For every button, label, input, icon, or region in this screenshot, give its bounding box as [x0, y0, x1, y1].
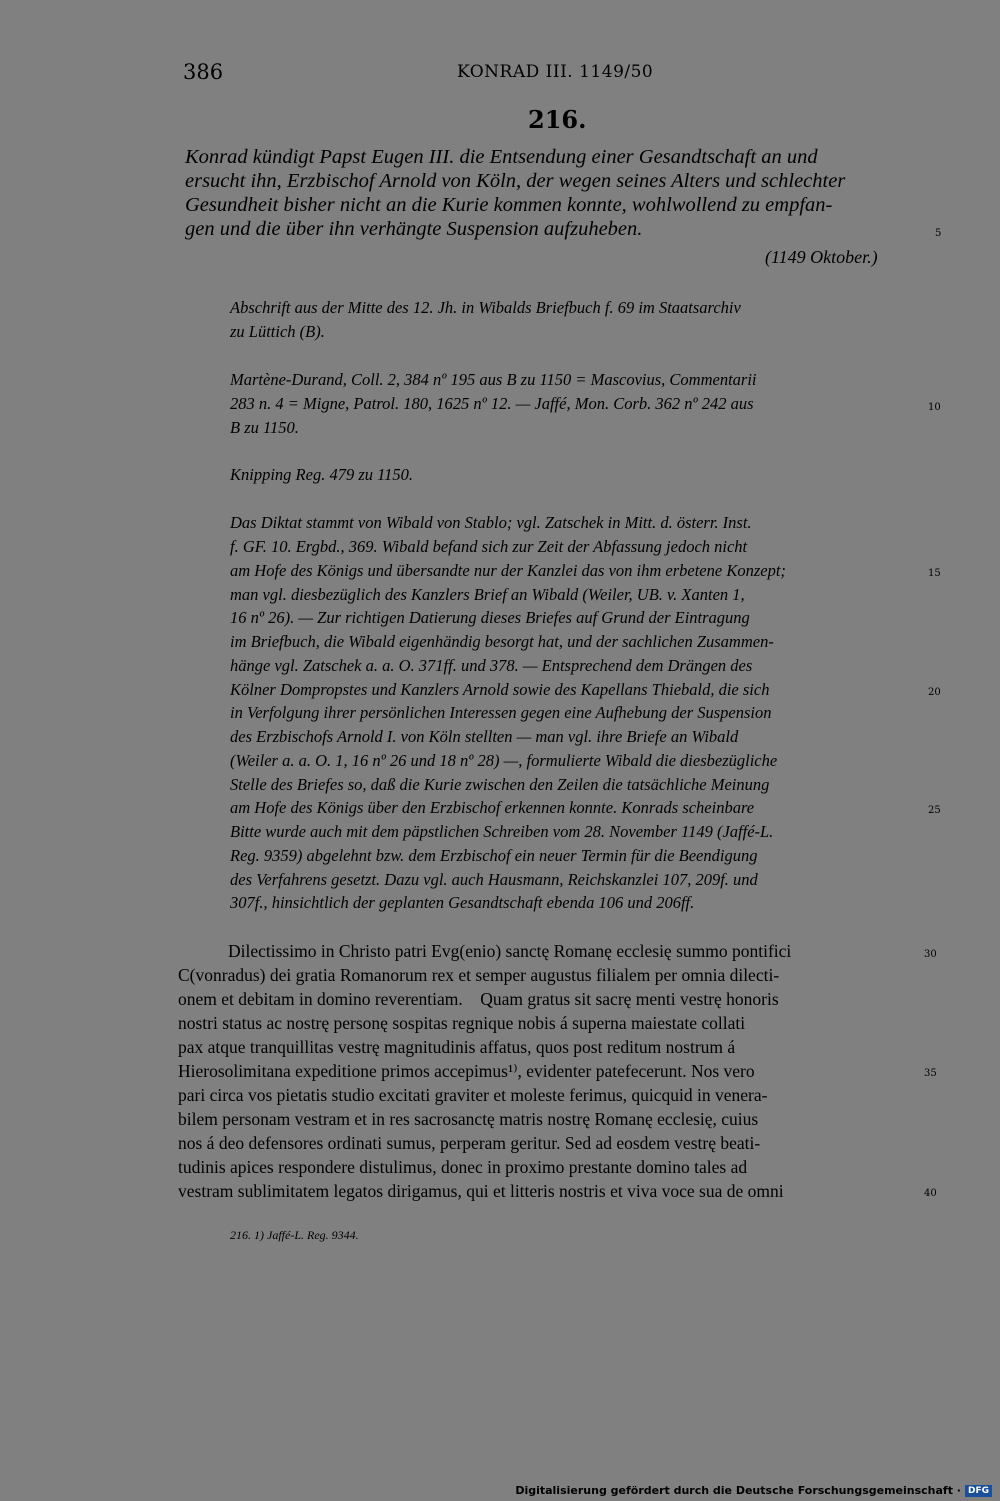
tradition-line: zu Lüttich (B).: [230, 322, 325, 341]
commentary-line: in Verfolgung ihrer persönlichen Interessen gegen eine Aufhebung der Suspension: [230, 703, 772, 722]
line-number: 10: [928, 402, 941, 413]
text-line: Hierosolimitana expeditione primos accepimus¹⁾, evidenter patefecerunt. Nos vero: [178, 1061, 755, 1081]
footer: [515, 1484, 992, 1497]
commentary-line: f. GF. 10. Ergbd., 369. Wibald befand sich zur Zeit der Abfassung jedoch nicht: [230, 537, 748, 556]
footer-text: Digitalisierung gefördert durch die Deutsche Forschungsgemeinschaft ·: [515, 1484, 961, 1497]
commentary-line: Reg. 9359) abgelehnt bzw. dem Erzbischof ein neuer Termin für die Beendigung: [230, 846, 758, 865]
commentary-line: im Briefbuch, die Wibald eigenhändig besorgt hat, und der sachlichen Zusammen-: [230, 632, 774, 651]
editions-line: 283 n. 4 = Migne, Patrol. 180, 1625 nº 12. — Jaffé, Mon. Corb. 362 nº 242 aus: [230, 394, 754, 413]
commentary-line: man vgl. diesbezüglich des Kanzlers Brief an Wibald (Weiler, UB. v. Xanten 1,: [230, 585, 745, 604]
line-number: 35: [924, 1068, 937, 1079]
tradition-line: Abschrift aus der Mitte des 12. Jh. in Wibalds Briefbuch f. 69 im Staatsarchiv: [230, 298, 741, 317]
page-number: 386: [183, 60, 224, 84]
regesta-line: Knipping Reg. 479 zu 1150.: [230, 465, 414, 484]
regest-line: Gesundheit bisher nicht an die Kurie kommen konnte, wohlwollend zu empfan-: [185, 194, 833, 216]
regest-line: ersucht ihn, Erzbischof Arnold von Köln, der wegen seines Alters und schlechter: [185, 170, 846, 192]
line-number: 40: [924, 1188, 937, 1199]
text-line: onem et debitam in domino reverentiam. Quam gratus sit sacrę menti vestrę honoris: [178, 989, 779, 1009]
text-line: vestram sublimitatem legatos dirigamus, qui et litteris nostris et viva voce sua de omni: [178, 1181, 784, 1201]
regest-line: Konrad kündigt Papst Eugen III. die Entsendung einer Gesandtschaft an und: [185, 146, 818, 168]
commentary-line: Bitte wurde auch mit dem päpstlichen Schreiben vom 28. November 1149 (Jaffé-L.: [230, 822, 774, 841]
line-number: 15: [928, 568, 941, 579]
commentary-line: 16 nº 26). — Zur richtigen Datierung dieses Briefes auf Grund der Eintragung: [230, 608, 750, 627]
document-number: 216.: [528, 105, 587, 134]
commentary-line: des Erzbischofs Arnold I. von Köln stellten — man vgl. ihre Briefe an Wibald: [230, 727, 739, 746]
line-number: 5: [935, 228, 942, 239]
line-number: 20: [928, 687, 941, 698]
text-line: Dilectissimo in Christo patri Evg(enio) sanctę Romanę ecclesię summo pontifici: [228, 941, 792, 961]
commentary-line: 307f., hinsichtlich der geplanten Gesandtschaft ebenda 106 und 206ff.: [230, 893, 695, 912]
regest-line: gen und die über ihn verhängte Suspension aufzuheben.: [185, 218, 643, 240]
editions-line: B zu 1150.: [230, 418, 299, 437]
line-number: 30: [924, 949, 937, 960]
text-line: pari circa vos pietatis studio excitati graviter et moleste ferimus, quicquid in venera-: [178, 1085, 768, 1105]
commentary-line: des Verfahrens gesetzt. Dazu vgl. auch Hausmann, Reichskanzlei 107, 209f. und: [230, 870, 758, 889]
footnote: 216. 1) Jaffé-L. Reg. 9344.: [230, 1228, 359, 1242]
commentary-line: am Hofe des Königs und übersandte nur der Kanzlei das von ihm erbetene Konzept;: [230, 561, 786, 580]
commentary-line: Stelle des Briefes so, daß die Kurie zwischen den Zeilen die tatsächliche Meinung: [230, 775, 770, 794]
text-line: nos á deo defensores ordinati sumus, perperam geritur. Sed ad eosdem vestrę beati-: [178, 1133, 761, 1153]
line-number: 25: [928, 805, 941, 816]
commentary-line: hänge vgl. Zatschek a. a. O. 371ff. und 378. — Entsprechend dem Drängen des: [230, 656, 753, 675]
text-line: bilem personam vestram et in res sacrosanctę matris nostrę Romanę ecclesię, cuius: [178, 1109, 759, 1129]
commentary-line: Das Diktat stammt von Wibald von Stablo; vgl. Zatschek in Mitt. d. österr. Inst.: [230, 513, 752, 532]
regest-date: (1149 Oktober.): [765, 247, 878, 267]
commentary-line: am Hofe des Königs über den Erzbischof erkennen konnte. Konrads scheinbare: [230, 798, 755, 817]
text-line: tudinis apices respondere distulimus, donec in proximo prestante domino tales ad: [178, 1157, 748, 1177]
commentary-line: (Weiler a. a. O. 1, 16 nº 26 und 18 nº 28) —, formulierte Wibald die diesbezügliche: [230, 751, 778, 770]
text-line: pax atque tranquillitas vestrę magnitudinis affatus, quos post reditum nostrum á: [178, 1037, 736, 1057]
text-line: nostri status ac nostrę personę sospitas regnique nobis á superna maiestate collati: [178, 1013, 746, 1033]
editions-line: Martène-Durand, Coll. 2, 384 nº 195 aus B zu 1150 = Mascovius, Commentarii: [230, 370, 757, 389]
commentary-line: Kölner Dompropstes und Kanzlers Arnold sowie des Kapellans Thiebald, die sich: [230, 680, 770, 699]
text-line: C(vonradus) dei gratia Romanorum rex et semper augustus filialem per omnia dilecti-: [178, 965, 780, 985]
running-head: KONRAD III. 1149/50: [457, 62, 654, 82]
dfg-logo: DFG: [965, 1485, 992, 1497]
